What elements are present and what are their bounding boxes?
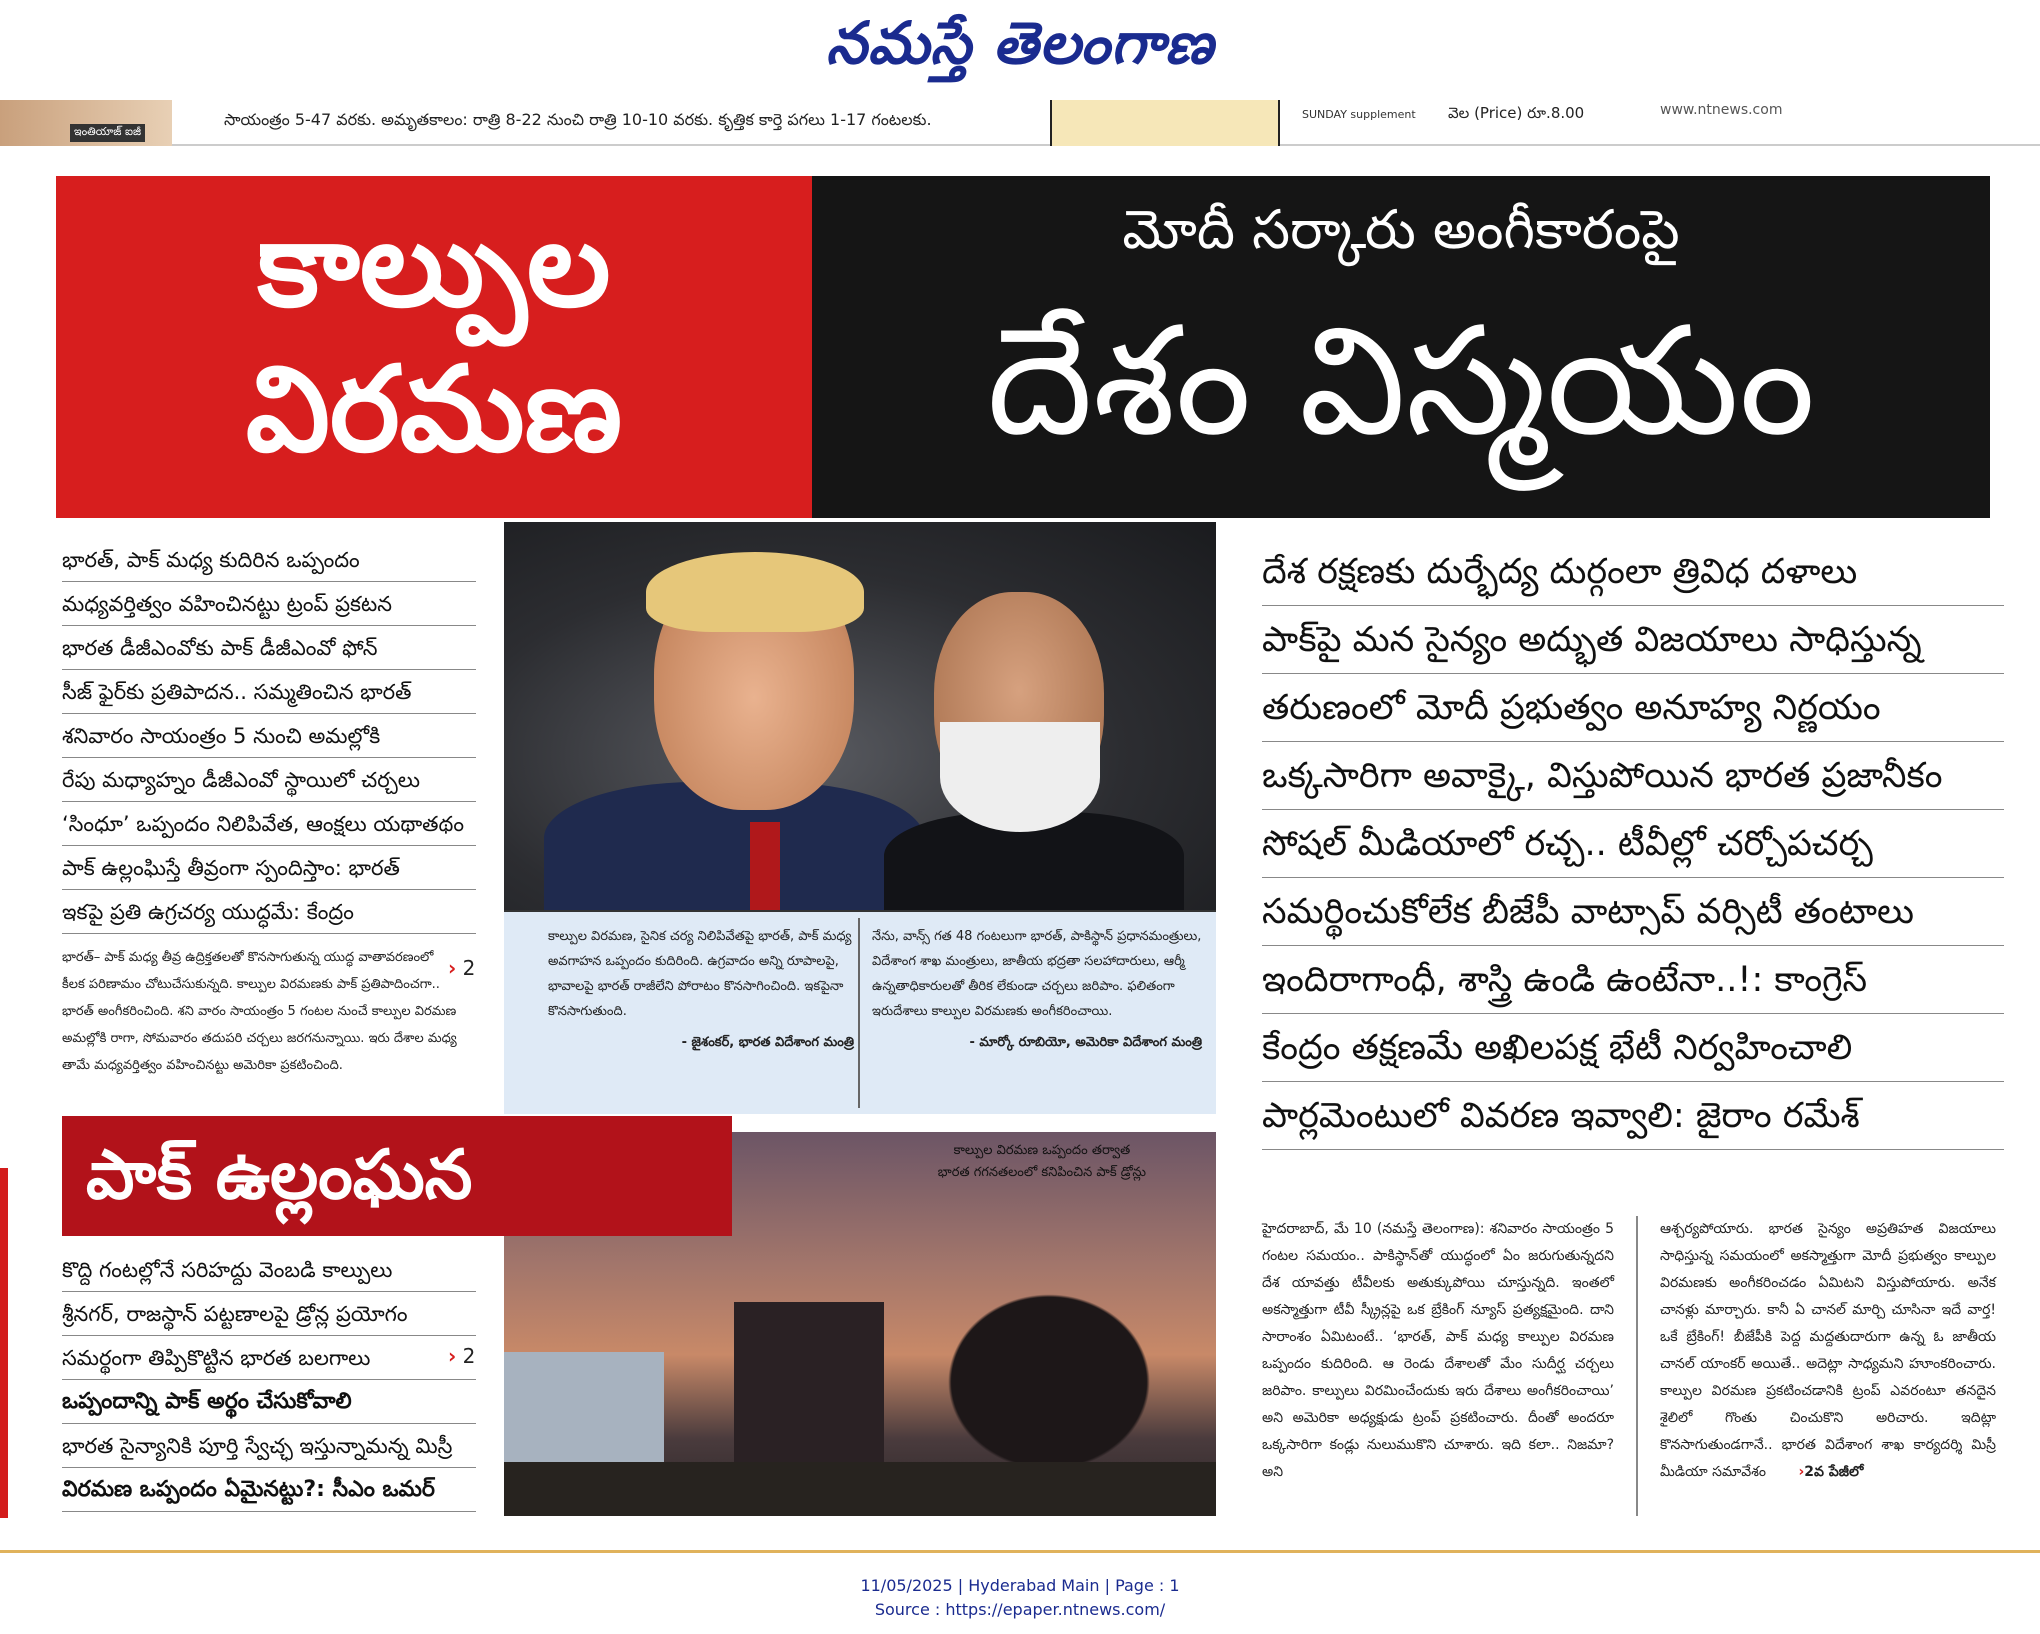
- list-item: పాక్ ఉల్లంఘిస్తే తీవ్రంగా స్పందిస్తాం: భారత్: [62, 846, 476, 890]
- list-item: సమర్థంగా తిప్పికొట్టిన భారత బలగాలు: [62, 1336, 476, 1380]
- portrait-caption: ఇంతియాజ్ ఐజీ: [70, 124, 145, 142]
- quote-attribution: - జైశంకర్, భారత విదేశాంగ మంత్రి: [681, 1035, 854, 1050]
- article-body-text: ఆశ్చర్యపోయారు. భారత సైన్యం అప్రతిహత విజయాలు సాధిస్తున్న సమయంలో అకస్మాత్తుగా మోదీ ప్రభుత్వం కాల్పుల విరమణకు అంగీకరించడం ఏమిటని విస్తుపోయారు. అనేక చానళ్లు మార్చారు. కానీ ఏ చానల్ మార్చి చూసినా ఇదే వార్త! ఒకే బ్రేకింగ్! బీజేపీకి పెద్ద మద్దతుదారుగా ఉన్న ఓ జాతీయ చానల్ యాంకర్ అయితే.. అదెట్లా సాధ్యమని హూంకరించారు. కాల్పుల విరమణ ప్రకటించడానికి ట్రంప్ ఎవరంటూ తనదైన శైలిలో గొంతు చించుకొని అరిచారు. ఇదిట్లా కొనసాగుతుండగానే.. భారత విదేశాంగ శాఖ కార్యదర్శి మిస్రీ మీడియా సమావేశం: [1660, 1221, 1996, 1480]
- list-item: సీజ్ ఫైర్‌కు ప్రతిపాదన.. సమ్మతించిన భారత్: [62, 670, 476, 714]
- almanac-text: సాయంత్రం 5-47 వరకు. అమృతకాలం: రాత్రి 8-22 నుంచి రాత్రి 10-10 వరకు. కృత్తిక కార్తె పగలు 1-17 గంటలకు.: [224, 110, 932, 129]
- list-item: తరుణంలో మోదీ ప్రభుత్వం అనూహ్య నిర్ణయం: [1262, 674, 2004, 742]
- photo-caption-line: భారత గగనతలంలో కనిపించిన పాక్ డ్రోన్లు: [937, 1165, 1146, 1180]
- left-headline-list: [62, 538, 476, 1079]
- list-item: పాక్‌పై మన సైన్యం అద్భుత విజయాలు సాధిస్తున్న: [1262, 606, 2004, 674]
- continued-link[interactable]: [1798, 1464, 1863, 1480]
- footer-edition: 11/05/2025 | Hyderabad Main | Page : 1: [860, 1576, 1180, 1595]
- bold-headline: విరమణ ఒప్పందం ఏమైనట్టు?: సీఎం ఒమర్: [62, 1468, 476, 1512]
- photo-caption: [938, 1140, 1146, 1184]
- chevron-right-icon: ›: [448, 1344, 457, 1368]
- masthead: [0, 0, 2040, 100]
- quote-rubio: [872, 924, 1202, 1055]
- headline-main: దేశం విస్మయం: [986, 295, 1816, 469]
- supplement-label: SUNDAY supplement: [1302, 108, 1416, 121]
- list-item: కేంద్రం తక్షణమే అఖిలపక్ష భేటీ నిర్వహించాలి: [1262, 1014, 2004, 1082]
- list-item: రేపు మధ్యాహ్నం డీజీఎంవో స్థాయిలో చర్చలు: [62, 758, 476, 802]
- chevron-right-icon: ›: [1798, 1464, 1805, 1480]
- quote-text: కాల్పుల విరమణ, సైనిక చర్య నిలిపివేతపై భారత్, పాక్ మధ్య అవగాహన ఒప్పందం కుదిరింది. ఉగ్రవాదం అన్ని రూపాలపై, భావాలపై భారత్ రాజీలేని పోరాటం కొనసాగించింది. ఇకపైనా కొనసాగుతుంది.: [548, 929, 852, 1019]
- list-item: ‘సింధూ’ ఒప్పందం నిలిపివేత, ఆంక్షలు యథాతథం: [62, 802, 476, 846]
- price-label: వెల (Price) రూ.8.00: [1448, 104, 1585, 122]
- quote-jaishankar: [548, 924, 854, 1055]
- quote-attribution: - మార్కో రూబియో, అమెరికా విదేశాంగ మంత్రి: [969, 1035, 1202, 1050]
- page-reference-number: 2: [462, 1344, 476, 1368]
- divider: [1636, 1216, 1638, 1516]
- edge-ad-strip: [0, 1168, 8, 1518]
- section-title: పాక్ ఉల్లంఘన: [86, 1136, 473, 1215]
- list-item: భారత్, పాక్ మధ్య కుదిరిన ఒప్పందం: [62, 538, 476, 582]
- list-item: భారత సైన్యానికి పూర్తి స్వేచ్ఛ ఇస్తున్నామన్న మిస్రీ: [62, 1424, 476, 1468]
- leaders-photo: [504, 522, 1216, 910]
- cartoon-image: [1050, 100, 1280, 146]
- page-reference[interactable]: [448, 1344, 475, 1368]
- photo-figure-tie: [750, 822, 780, 910]
- photo-figure-beard: [940, 722, 1100, 832]
- newspaper-title: నమస్తే తెలంగాణ: [826, 9, 1214, 77]
- page-reference[interactable]: [448, 956, 475, 980]
- list-item: ఇందిరాగాంధీ, శాస్త్రి ఉండి ఉంటేనా..!: కాంగ్రెస్: [1262, 946, 2004, 1014]
- article-body-col1: హైదరాబాద్, మే 10 (నమస్తే తెలంగాణ): శనివారం సాయంత్రం 5 గంటల సమయం.. పాకిస్థాన్‌తో యుద్ధంలో ఏం జరుగుతున్నదని దేశ యావత్తు టీవీలకు అతుక్కుపోయి చూస్తున్నది. ఇంతలో అకస్మాత్తుగా టీవీ స్క్రీన్లపై ఒక బ్రేకింగ్ న్యూస్ ప్రత్యక్షమైంది. దాని సారాంశం ఏమిటంటే.. ‘భారత్, పాక్ మధ్య కాల్పుల విరమణ ఒప్పందం కుదిరింది. ఆ రెండు దేశాలతో మేం సుదీర్ఘ చర్చలు జరిపాం. కాల్పులు విరమించేందుకు ఇరు దేశాలు అంగీకరించాయి’ అని అమెరికా అధ్యక్షుడు ట్రంప్ ప్రకటించారు. దీంతో అందరూ ఒక్కసారిగా కండ్లు నులుముకొని చూశారు. ఇది కలా.. నిజమా? అని: [1262, 1221, 1614, 1480]
- headline-nation-shocked: [812, 176, 1990, 518]
- headline-ceasefire-line1: కాల్పుల: [257, 195, 611, 333]
- right-headline-list: [1262, 538, 2004, 1150]
- footer: [0, 1574, 2040, 1622]
- list-item: పార్లమెంటులో వివరణ ఇవ్వాలి: జైరాం రమేశ్: [1262, 1082, 2004, 1150]
- list-item: శనివారం సాయంత్రం 5 నుంచి అమల్లోకి: [62, 714, 476, 758]
- page-reference-number: 2: [462, 956, 476, 980]
- headline-kicker: మోదీ సర్కారు అంగీకారంపై: [1122, 198, 1680, 261]
- list-item: సోషల్ మీడియాలో రచ్చ.. టీవీల్లో చర్చోపచర్చ: [1262, 810, 2004, 878]
- list-item: కొద్ది గంటల్లోనే సరిహద్దు వెంబడి కాల్పులు: [62, 1248, 476, 1292]
- bold-headline: ఒప్పందాన్ని పాక్ అర్థం చేసుకోవాలి: [62, 1380, 476, 1424]
- headline-ceasefire-line2: విరమణ: [245, 340, 623, 478]
- list-item: శ్రీనగర్, రాజస్థాన్ పట్టణాలపై డ్రోన్ల ప్రయోగం: [62, 1292, 476, 1336]
- photo-ground: [504, 1462, 1216, 1516]
- article-body-col2: [1660, 1216, 1996, 1486]
- top-strip: [0, 100, 2040, 146]
- list-item: ఒక్కసారిగా అవాక్కై, విస్తుపోయిన భారత ప్రజానీకం: [1262, 742, 2004, 810]
- left-headline-list-2: [62, 1248, 476, 1512]
- photo-figure-hair: [646, 552, 864, 632]
- continued-link-label: 2వ పేజీలో: [1804, 1464, 1864, 1480]
- summary-paragraph: భారత్– పాక్ మధ్య తీవ్ర ఉద్రిక్తతలతో కొనసాగుతున్న యుద్ధ వాతావరణంలో కీలక పరిణామం చోటుచేసుకున్నది. కాల్పుల విరమణకు పాక్ ప్రతిపాదించగా.. భారత్ అంగీకరించింది. శని వారం సాయంత్రం 5 గంటల నుంచే కాల్పుల విరమణ అమల్లోకి రాగా, సోమవారం తదుపరి చర్చలు జరగనున్నాయి. ఇరు దేశాల మధ్య తామే మధ్యవర్తిత్వం వహించినట్టు అమెరికా ప్రకటించింది.: [62, 950, 457, 1073]
- list-item: దేశ రక్షణకు దుర్భేద్య దుర్గంలా త్రివిధ దళాలు: [1262, 538, 2004, 606]
- quotes-box: [504, 910, 1216, 1114]
- list-item: భారత డీజీఎంవోకు పాక్ డీజీఎంవో ఫోన్: [62, 626, 476, 670]
- columnist-portrait: [0, 100, 172, 146]
- divider: [858, 918, 860, 1108]
- quote-text: నేను, వాన్స్ గత 48 గంటలుగా భారత్, పాకిస్థాన్ ప్రధానమంత్రులు, విదేశాంగ శాఖ మంత్రులు, జాతీయ భద్రతా సలహాదారులు, ఆర్మీ ఉన్నతాధికారులతో తీరిక లేకుండా చర్చలు జరిపాం. ఫలితంగా ఇరుదేశాలు కాల్పుల విరమణకు అంగీకరించాయి.: [872, 929, 1202, 1019]
- footer-rule: [0, 1550, 2040, 1553]
- headline-ceasefire: [56, 176, 812, 518]
- list-item: సమర్థించుకోలేక బీజేపీ వాట్సాప్ వర్సిటీ తంటాలు: [1262, 878, 2004, 946]
- website-label: www.ntnews.com: [1660, 102, 1783, 118]
- photo-tree-silhouette: [934, 1282, 1164, 1482]
- list-item: మధ్యవర్తిత్వం వహించినట్టు ట్రంప్ ప్రకటన: [62, 582, 476, 626]
- chevron-right-icon: ›: [448, 956, 457, 980]
- list-item: ఇకపై ప్రతి ఉగ్రచర్య యుద్ధమే: కేంద్రం: [62, 890, 476, 934]
- section-title-box: [62, 1116, 732, 1236]
- footer-source[interactable]: Source : https://epaper.ntnews.com/: [874, 1600, 1166, 1619]
- photo-caption-line: కాల్పుల విరమణ ఒప్పందం తర్వాత: [953, 1143, 1131, 1158]
